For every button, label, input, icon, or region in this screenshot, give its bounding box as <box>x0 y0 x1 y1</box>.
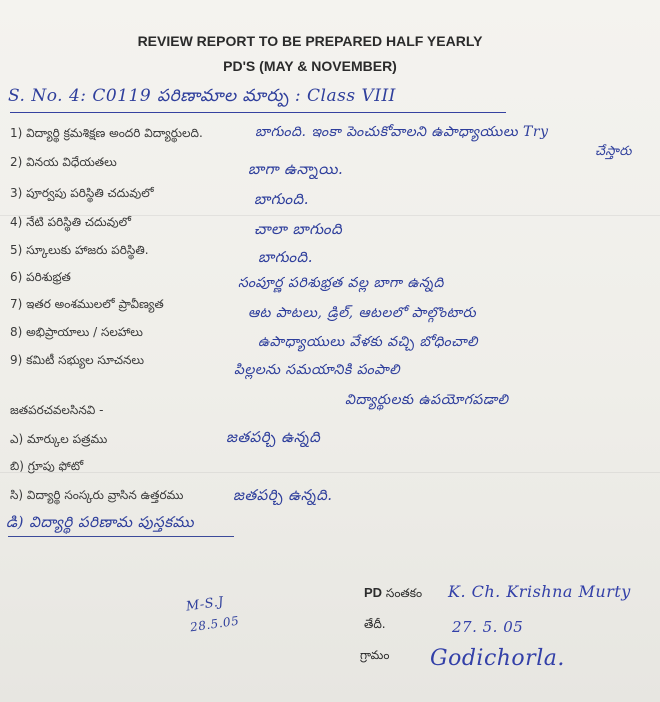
reviewer-initials-date: 28.5.05 <box>189 613 241 635</box>
reviewer-initials: M-S.J <box>185 594 225 615</box>
attachment-answer-marks: జతపర్చి ఉన్నది <box>226 428 321 446</box>
handwritten-school-info: S. No. 4: C0119 పరిణామాల మార్పు : Class VIII <box>8 86 396 106</box>
item-label-present-study: 4) నేటి పరిస్థితి చదువులో <box>10 215 131 229</box>
attachment-label-group-photo: బి) గ్రూపు ఫోటో <box>10 459 84 473</box>
extra-item-underline <box>8 536 234 537</box>
handwritten-extra-item: డి) విద్యార్థి పరిణామ పుస్తకము <box>6 513 195 531</box>
paper-fold-line <box>0 472 660 473</box>
item-label-cleanliness: 6) పరిశుభ్రత <box>10 270 71 284</box>
date-label: తేదీ. <box>364 617 386 631</box>
attachment-label-student-letter: సి) విద్యార్థి సంస్కరు వ్రాసిన ఉత్తరము <box>10 488 184 502</box>
item-label-obedience: 2) వినయ విధేయతలు <box>10 155 117 169</box>
answer-present-study: చాలా బాగుంది <box>254 220 343 238</box>
answer-obedience: బాగా ఉన్నాయి. <box>248 160 344 178</box>
item-label-opinions: 8) అభిప్రాయాలు / సలహాలు <box>10 325 143 339</box>
answer-other-skills: ఆట పాటలు, డ్రిల్, ఆటలలో పాల్గొంటారు <box>248 305 477 321</box>
answer-cleanliness: సంపూర్ణ పరిశుభ్రత వల్ల బాగా ఉన్నది <box>238 275 444 291</box>
pd-signature-label <box>364 585 422 603</box>
attachment-label-marks: ఎ) మార్కుల పత్రము <box>10 432 108 446</box>
village-label: గ్రామం <box>360 648 390 662</box>
report-title: REVIEW REPORT TO BE PREPARED HALF YEARLY <box>137 33 483 49</box>
pd-signature: K. Ch. Krishna Murty <box>448 582 631 601</box>
answer-discipline: బాగుంది. ఇంకా పెంచుకోవాలని ఉపాధ్యాయులు Try <box>255 124 549 140</box>
answer-committee-continued: విద్యార్థులకు ఉపయోగపడాలి <box>345 392 509 408</box>
answer-opinions: ఉపాధ్యాయులు వేళకు వచ్చి బోధించాలి <box>258 334 478 350</box>
village-name: Godichorla. <box>430 646 565 671</box>
attachments-heading: జతపరచవలసినవి - <box>10 403 104 417</box>
answer-attendance: బాగుంది. <box>258 248 313 266</box>
answer-discipline-continued: చేస్తారు <box>595 144 632 159</box>
item-label-discipline: 1) విద్యార్థి క్రమశిక్షణ అందరి విద్యార్థులది. <box>10 126 203 140</box>
pd-label: PD <box>364 585 383 600</box>
item-label-committee: 9) కమిటీ సభ్యుల సూచనలు <box>10 353 145 367</box>
item-label-attendance: 5) స్కూలుకు హాజరు పరిస్థితి. <box>10 243 149 257</box>
signature-label: సంతకం <box>385 586 423 600</box>
answer-committee: పిల్లలను సమయానికి పంపాలి <box>234 362 400 378</box>
attachment-answer-student-letter: జతపర్చి ఉన్నది. <box>233 486 333 504</box>
signature-date: 27. 5. 05 <box>452 618 524 636</box>
item-label-other-skills: 7) ఇతర అంశములలో ప్రావీణ్యత <box>10 297 164 311</box>
report-subtitle: PD'S (MAY & NOVEMBER) <box>223 58 397 74</box>
header-underline <box>10 112 506 113</box>
answer-past-study: బాగుంది. <box>254 190 309 208</box>
item-label-past-study: 3) పూర్వపు పరిస్థితి చదువులో <box>10 186 154 200</box>
